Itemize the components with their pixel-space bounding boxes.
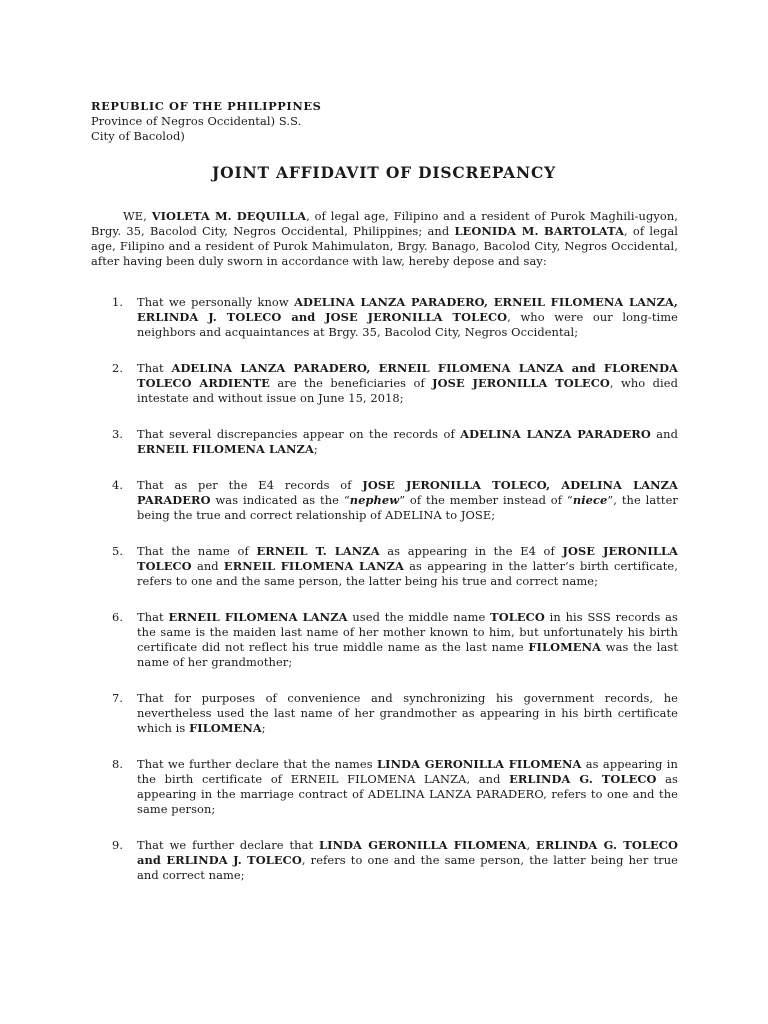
affidavit-item bbox=[91, 691, 678, 736]
affidavit-item bbox=[91, 544, 678, 589]
bold-text: VIOLETA M. DEQUILLA bbox=[151, 209, 307, 223]
header-city: City of Bacolod) bbox=[91, 129, 185, 143]
bold-text: ERNEIL T. LANZA bbox=[256, 544, 380, 558]
bold-text: ERLINDA G. TOLECO and ERLINDA J. TOLECO bbox=[137, 838, 678, 867]
text-segment: as appearing in the birth certificate of ERNEIL FILOMENA LANZA, and bbox=[137, 757, 678, 786]
document-title: JOINT AFFIDAVIT OF DISCREPANCY bbox=[212, 163, 556, 182]
text-segment: , of legal age, Filipino and a resident of Purok Mahimulaton, Brgy. Banago, Bacolod City, Negros Occidental, after having been duly sworn in accordance with law, hereby depose and say: bbox=[91, 224, 679, 268]
affidavit-items-list bbox=[91, 295, 678, 904]
text-segment: That bbox=[137, 361, 172, 375]
bold-text: LINDA GERONILLA FILOMENA bbox=[319, 838, 527, 852]
text-segment: are the beneficiaries of bbox=[269, 376, 433, 390]
bold-text: JOSE JERONILLA TOLECO bbox=[137, 544, 678, 573]
item-number: 7. bbox=[112, 691, 124, 705]
affidavit-item bbox=[91, 757, 678, 817]
text-segment: That bbox=[137, 610, 169, 624]
text-segment: , who died intestate and without issue on June 15, 2018; bbox=[137, 376, 678, 405]
text-segment: was the last name of her grandmother; bbox=[137, 640, 678, 669]
bold-text: FILOMENA bbox=[189, 721, 262, 735]
text-segment: , refers to one and the same person, the latter being her true and correct name; bbox=[137, 853, 678, 882]
bold-text: FILOMENA bbox=[528, 640, 602, 654]
text-segment: as appearing in the marriage contract of ADELINA LANZA PARADERO, refers to one and the same person; bbox=[137, 772, 678, 816]
affidavit-item bbox=[91, 361, 678, 406]
text-segment: as appearing in the latter’s birth certificate, refers to one and the same person, the latter being his true and correct name; bbox=[137, 559, 678, 588]
item-number: 4. bbox=[112, 478, 124, 492]
text-segment: That for purposes of convenience and synchronizing his government records, he nevertheless used the last name of her grandmother as appearing in his birth certificate which is bbox=[137, 691, 678, 735]
item-number: 8. bbox=[112, 757, 124, 771]
text-segment: , who were our long-time neighbors and acquaintances at Brgy. 35, Bacolod City, Negros Occidental; bbox=[137, 310, 678, 339]
text-segment: used the middle name bbox=[347, 610, 491, 624]
text-segment: , bbox=[526, 838, 537, 852]
bold-text: LEONIDA M. BARTOLATA bbox=[454, 224, 625, 238]
affidavit-item bbox=[91, 610, 678, 670]
item-number: 9. bbox=[112, 838, 124, 852]
text-segment: That we further declare that the names bbox=[137, 757, 378, 771]
text-segment: and bbox=[650, 427, 678, 441]
text-segment: That as per the E4 records of bbox=[137, 478, 363, 492]
bold-text: TOLECO bbox=[490, 610, 545, 624]
bold-text: ADELINA LANZA PARADERO bbox=[460, 427, 651, 441]
text-segment: , of legal age, Filipino and a resident of Purok Maghili-ugyon, Brgy. 35, Bacolod City, Negros Occidental, Philippines; and bbox=[91, 209, 678, 238]
affidavit-item bbox=[91, 295, 678, 340]
bold-text: JOSE JERONILLA TOLECO, ADELINA LANZA PARADERO bbox=[137, 478, 678, 507]
text-segment: as appearing in the E4 of bbox=[379, 544, 563, 558]
bold-text: ERNEIL FILOMENA LANZA bbox=[223, 559, 404, 573]
emphasized-text: nephew bbox=[349, 493, 400, 507]
bold-text: ADELINA LANZA PARADERO, ERNEIL FILOMENA LANZA, ERLINDA J. TOLECO and JOSE JERONILLA TOLECO bbox=[137, 295, 678, 324]
item-number: 1. bbox=[112, 295, 124, 309]
bold-text: LINDA GERONILLA FILOMENA bbox=[377, 757, 582, 771]
text-segment: That the name of bbox=[137, 544, 257, 558]
text-segment: That we personally know bbox=[137, 295, 295, 309]
text-segment: and bbox=[191, 559, 224, 573]
text-segment: ” of the member instead of “ bbox=[399, 493, 573, 507]
text-segment: That several discrepancies appear on the records of bbox=[137, 427, 461, 441]
header-province: Province of Negros Occidental) S.S. bbox=[91, 114, 302, 128]
bold-text: ADELINA LANZA PARADERO, ERNEIL FILOMENA LANZA and FLORENDA TOLECO ARDIENTE bbox=[137, 361, 678, 390]
item-number: 3. bbox=[112, 427, 124, 441]
item-number: 6. bbox=[112, 610, 124, 624]
item-number: 5. bbox=[112, 544, 124, 558]
intro-paragraph bbox=[91, 209, 678, 269]
bold-text bbox=[350, 493, 399, 507]
bold-text: ERNEIL FILOMENA LANZA bbox=[168, 610, 348, 624]
affidavit-item bbox=[91, 427, 678, 457]
bold-text: ERLINDA G. TOLECO bbox=[509, 772, 657, 786]
bold-text: JOSE JERONILLA TOLECO bbox=[432, 376, 610, 390]
text-segment: ”, the latter being the true and correct relationship of ADELINA to JOSE; bbox=[137, 493, 678, 522]
emphasized-text: niece bbox=[572, 493, 608, 507]
document-header bbox=[91, 99, 691, 144]
bold-text bbox=[573, 493, 608, 507]
text-segment: ; bbox=[261, 721, 266, 735]
text-segment: was indicated as the “ bbox=[210, 493, 350, 507]
item-number: 2. bbox=[112, 361, 124, 375]
affidavit-item bbox=[91, 478, 678, 523]
bold-text: ERNEIL FILOMENA LANZA bbox=[137, 442, 314, 456]
text-segment: That we further declare that bbox=[137, 838, 320, 852]
text-segment: WE, bbox=[123, 209, 152, 223]
text-segment: ; bbox=[313, 442, 318, 456]
affidavit-item bbox=[91, 838, 678, 883]
header-republic: REPUBLIC OF THE PHILIPPINES bbox=[91, 99, 322, 113]
text-segment: in his SSS records as the same is the maiden last name of her mother known to him, but unfortunately his birth certificate did not reflect his true middle name as the last name bbox=[137, 610, 678, 654]
